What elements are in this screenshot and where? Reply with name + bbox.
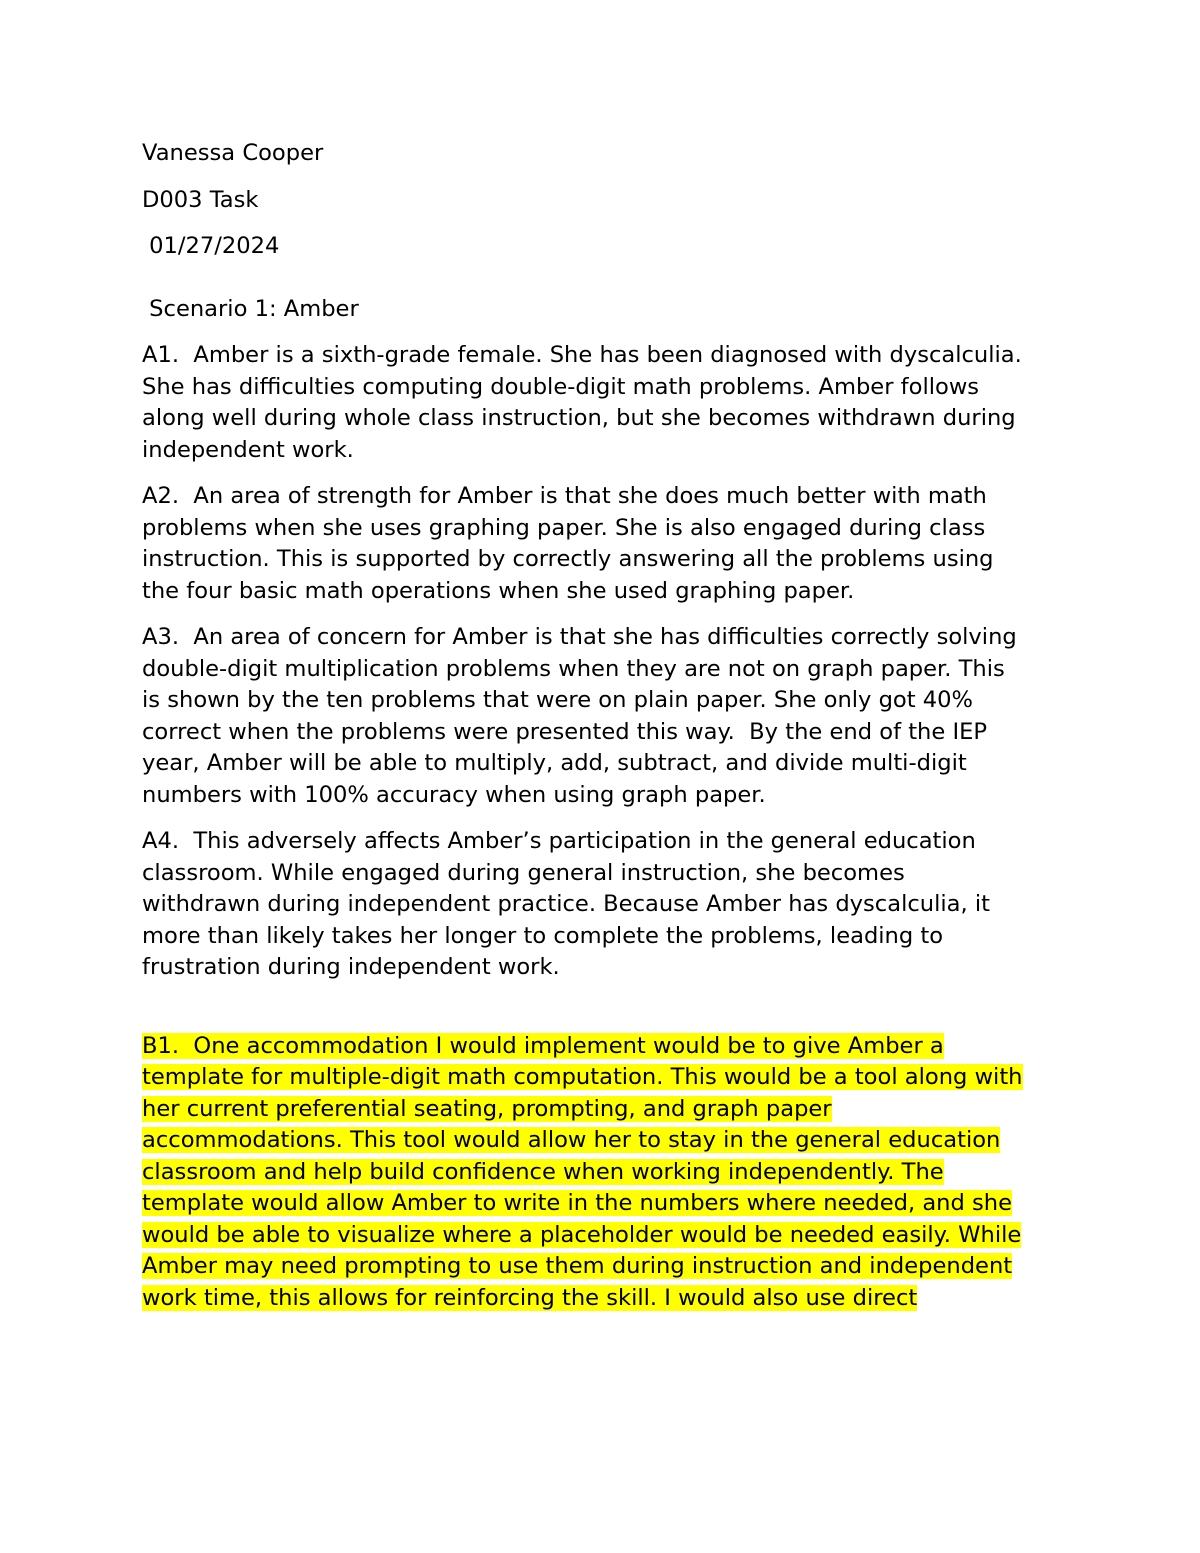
highlighted-text: accommodations. This tool would allow her to stay in the general education xyxy=(142,1127,1001,1153)
highlighted-line xyxy=(142,1031,1072,1063)
paragraph-line: classroom. While engaged during general instruction, she becomes xyxy=(142,859,905,886)
paragraph-line: more than likely takes her longer to complete the problems, leading to xyxy=(142,922,944,949)
paragraph-a3 xyxy=(142,622,1072,811)
paragraph-line: correct when the problems were presented this way. By the end of the IEP xyxy=(142,718,988,745)
paragraph-a1 xyxy=(142,340,1072,466)
highlighted-text: classroom and help build confidence when working independently. The xyxy=(142,1158,944,1185)
highlighted-line xyxy=(142,1094,1072,1126)
paragraph-line: year, Amber will be able to multiply, add, subtract, and divide multi-digit xyxy=(142,750,967,776)
paragraph-line: A1. Amber is a sixth-grade female. She has been diagnosed with dyscalculia. xyxy=(142,342,1022,368)
highlighted-line xyxy=(142,1188,1072,1220)
paragraph-line: A2. An area of strength for Amber is that she does much better with math xyxy=(142,483,987,509)
paragraph-line: independent work. xyxy=(142,436,354,463)
highlighted-text: template for multiple-digit math computation. This would be a tool along with xyxy=(142,1064,1023,1090)
highlighted-text: Amber may need prompting to use them during instruction and independent xyxy=(142,1253,1013,1279)
paragraph-line: frustration during independent work. xyxy=(142,954,560,980)
highlighted-line xyxy=(142,1125,1072,1157)
highlighted-text: template would allow Amber to write in the numbers where needed, and she xyxy=(142,1190,1013,1216)
highlighted-text: work time, this allows for reinforcing the skill. I would also use direct xyxy=(142,1284,918,1311)
paragraph-line: A3. An area of concern for Amber is that she has difficulties correctly solving xyxy=(142,624,1017,650)
paragraph-line: A4. This adversely affects Amber’s participation in the general education xyxy=(142,828,976,854)
author-name: Vanessa Cooper xyxy=(142,140,324,166)
paragraph-line: numbers with 100% accuracy when using graph paper. xyxy=(142,781,766,808)
date-line: 01/27/2024 xyxy=(142,233,280,259)
highlighted-line xyxy=(142,1062,1072,1094)
paragraph-line: is shown by the ten problems that were on plain paper. She only got 40% xyxy=(142,687,974,713)
paragraph-b1-highlighted xyxy=(142,1031,1072,1315)
highlighted-text: her current preferential seating, prompting, and graph paper xyxy=(142,1095,832,1122)
paragraph-line: along well during whole class instruction, but she becomes withdrawn during xyxy=(142,405,1016,431)
highlighted-line xyxy=(142,1251,1072,1283)
paragraph-line: the four basic math operations when she used graphing paper. xyxy=(142,577,855,604)
paragraph-line: double-digit multiplication problems when they are not on graph paper. This xyxy=(142,655,1005,682)
paragraph-a2 xyxy=(142,481,1072,607)
task-title: D003 Task xyxy=(142,186,259,213)
paragraph-line: withdrawn during independent practice. Because Amber has dyscalculia, it xyxy=(142,891,990,917)
highlighted-line xyxy=(142,1157,1072,1189)
highlighted-line xyxy=(142,1283,1072,1315)
paragraph-line: instruction. This is supported by correctly answering all the problems using xyxy=(142,546,994,572)
paragraph-line: problems when she uses graphing paper. She is also engaged during class xyxy=(142,514,986,541)
scenario-title: Scenario 1: Amber xyxy=(142,295,359,322)
paragraph-a4 xyxy=(142,826,1072,984)
paragraph-line: She has difficulties computing double-digit math problems. Amber follows xyxy=(142,373,980,400)
highlighted-text: would be able to visualize where a placeholder would be needed easily. While xyxy=(142,1221,1022,1248)
highlighted-text: B1. One accommodation I would implement would be to give Amber a xyxy=(142,1032,944,1059)
highlighted-line xyxy=(142,1220,1072,1252)
document-body xyxy=(142,138,1072,1329)
